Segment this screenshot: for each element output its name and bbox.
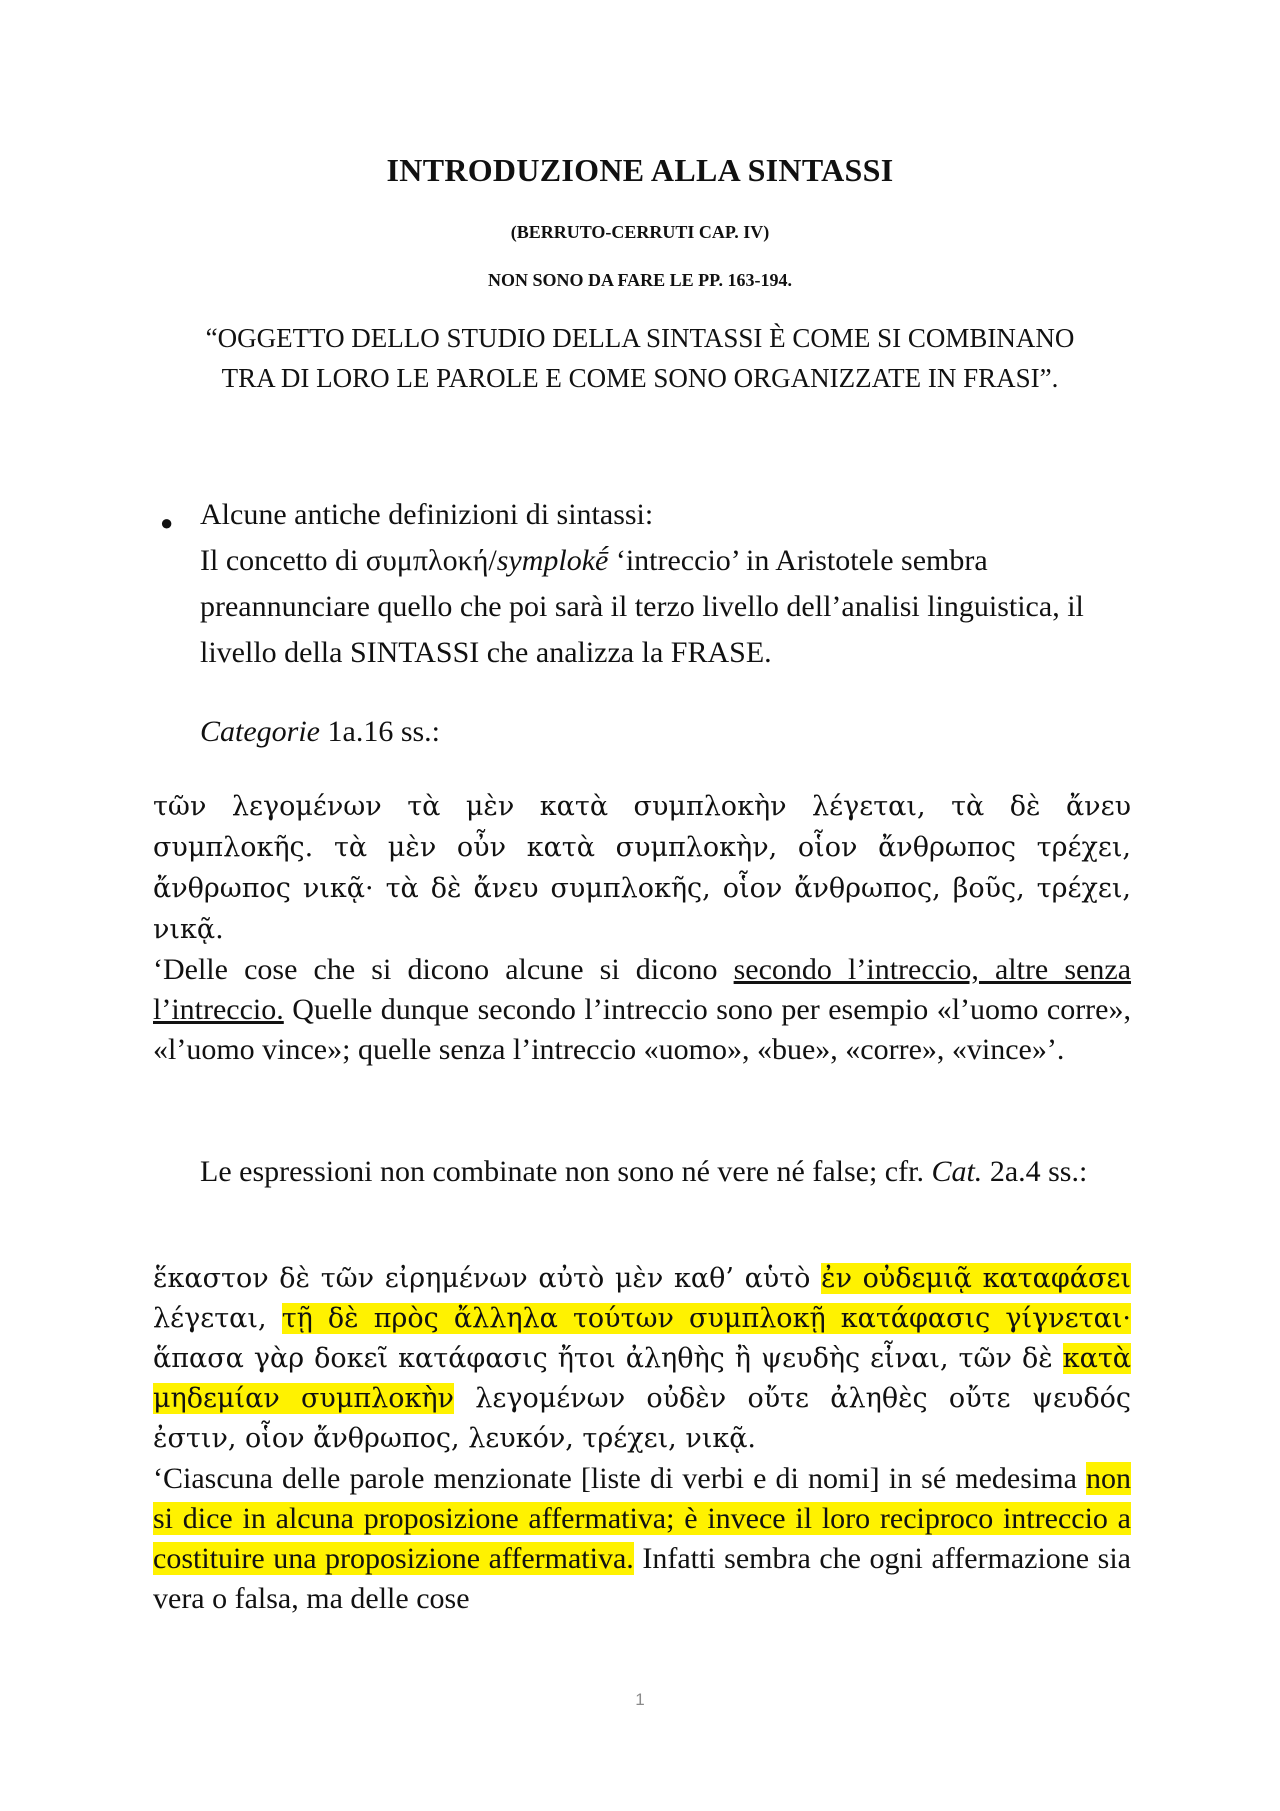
espressioni-italic: Cat. [931,1155,983,1188]
categorie-italic: Categorie [200,715,320,748]
greek-passage-2 [153,1259,1131,1619]
bullet-text-c: ‘intreccio’ in Aristotele sembra preannunciare quello che poi sarà il terzo livello dell’analisi linguistica, il livello della SINTASSI che analizza la FRASE. [200,544,1084,669]
espressioni-paragraph [153,1152,1131,1192]
translation-1-underline-1: secondo l’intreccio, altre senza [733,953,1132,986]
translation-1 [153,950,1131,1070]
greek-2-highlight-3: κατὰ μηδεμίαν συμπλοκὴν [153,1343,1131,1414]
translation-1-underline-2: l’intreccio. [153,993,284,1026]
espressioni-text-a: Le espressioni non combinate non sono né vere né false; cfr. [200,1155,932,1188]
definition-quote [0,318,1280,398]
translation-1-text-c: Quelle dunque secondo l’intreccio sono per esempio «l’uomo corre», «l’uomo vince»; quelle senza l’intreccio «uomo», «bue», «corre», «vince»’. [153,993,1131,1066]
greek-2-highlight-2: τῇ δὲ πρὸς ἄλληλα τούτων συμπλοκῇ κατάφασις γίγνεται· [281,1303,1131,1334]
greek-passage-1 [153,786,1131,1070]
greek-text-2 [153,1259,1131,1459]
bullet-paragraph [200,538,1120,676]
translation-1-text-a: ‘Delle cose che si dicono alcune si dicono [153,953,734,986]
quote-line-1: “OGGETTO DELLO STUDIO DELLA SINTASSI È COME SI COMBINANO [205,323,1075,353]
translation-2-text-a: ‘Ciascuna delle parole menzionate [liste di verbi e di nomi] in sé medesima [153,1462,1086,1495]
translation-2-text-b: Infatti sembra che ogni affermazione sia vera o falsa, ma delle cose [153,1542,1131,1615]
greek-2-text-c: ἅπασα γὰρ δοκεῖ κατάφασις ἤτοι ἀληθὴς ἢ ψευδὴς εἶναι, τῶν δὲ [153,1343,1063,1374]
bullet-text-a: Il concetto di συμπλοκή/ [200,544,497,577]
bullet-icon: ● [160,510,174,535]
translation-2-highlight: non si dice in alcuna proposizione affermativa; è invece il loro reciproco intreccio a costituire una proposizione affermativa. [153,1462,1131,1575]
greek-2-highlight-1: ἐν οὐδεμιᾷ καταφάσει [821,1263,1131,1294]
subtitle-reference: (BERRUTO-CERRUTI CAP. IV) [510,222,770,242]
page-number: 1 [635,1690,645,1709]
page-title: INTRODUZIONE ALLA SINTASSI [386,152,894,188]
quote-line-2: TRA DI LORO LE PAROLE E COME SONO ORGANIZZATE IN FRASI”. [221,363,1059,393]
bullet-item [200,492,1120,676]
subtitle-pages-note: NON SONO DA FARE LE PP. 163-194. [487,270,793,290]
greek-2-text-b: λέγεται, [153,1303,282,1334]
greek-2-text-a: ἕκαστον δὲ τῶν εἰρημένων αὐτὸ μὲν καθ’ αὑτὸ [153,1263,822,1294]
espressioni-text-b: 2a.4 ss.: [982,1155,1088,1188]
bullet-text-italic: symplokḗ [496,544,609,577]
categorie-reference [200,715,440,749]
bullet-heading: Alcune antiche definizioni di sintassi: [200,498,654,531]
greek-2-text-d: λεγομένων οὐδὲν οὔτε ἀληθὲς οὔτε ψευδός ἐστιν, οἷον ἄνθρωπος, λευκόν, τρέχει, νικᾷ. [153,1383,1131,1454]
categorie-ref: 1a.16 ss.: [320,715,440,748]
greek-text-1: τῶν λεγομένων τὰ μὲν κατὰ συμπλοκὴν λέγεται, τὰ δὲ ἄνευ συμπλοκῆς. τὰ μὲν οὖν κατὰ συμπλοκὴν, οἷον ἄνθρωπος τρέχει, ἄνθρωπος νικᾷ· τὰ δὲ ἄνευ συμπλοκῆς, οἷον ἄνθρωπος, βοῦς, τρέχει, νικᾷ. [153,791,1131,945]
translation-2 [153,1459,1131,1619]
